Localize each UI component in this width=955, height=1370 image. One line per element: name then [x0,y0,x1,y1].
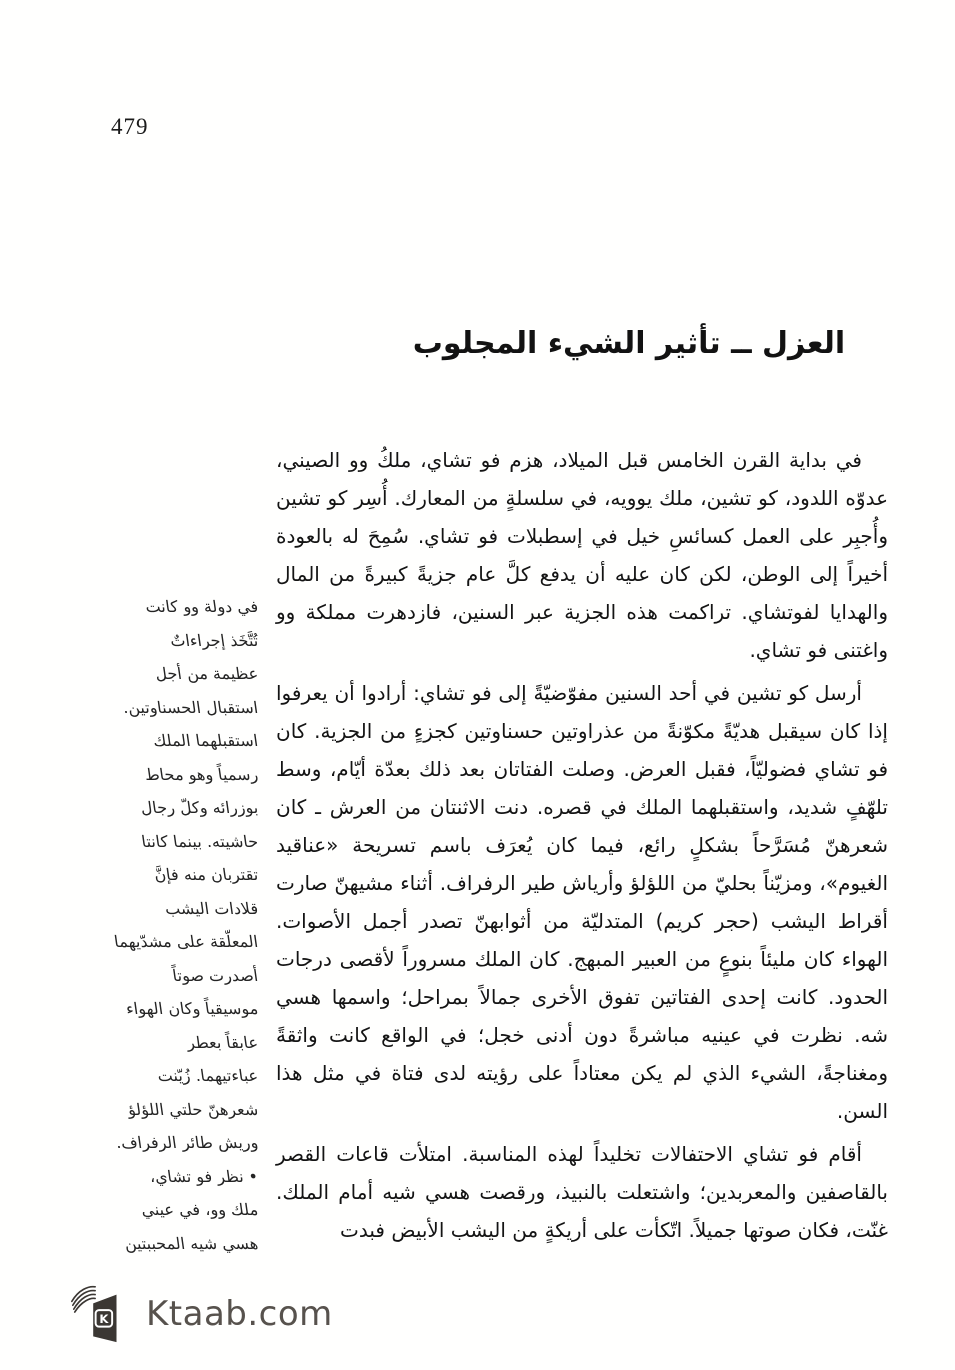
margin-note-line: رسمياً وهو محاط [143,764,260,784]
margin-note-line: • نظر فو تشاي، [148,1166,260,1186]
logo-letter: K [99,1312,109,1327]
page-number: 479 [111,114,149,139]
margin-note-line: وريش طائر الرفراف. [114,1133,260,1152]
margin-note-line: استقبلهما الملك [151,731,260,750]
paragraph: أقام فو تشاي الاحتفالات تخليداً لهذه المناسبة. امتلأت قاعات القصر بالقاصفين والمعربدين؛ واشتعلت بالنبيذ، ورقصت هسي شيه أمام الملك. غنّت، فكان صوتها جميلاً. اتّكأت على أريكةٍ من اليشب الأبيض فبدت [276,1142,888,1242]
margin-note-line: شعرهنّ حلتي اللؤلؤ [126,1099,260,1119]
margin-note-line: حاشيته. بينما كانتا [140,831,260,851]
margin-note-line: تُتَّخَذ إجراءاتٌ [168,630,260,650]
margin-note-line: المعلّقة على مشدّيهما [112,932,260,951]
paragraph: أرسل كو تشين في أحد السنين مفوّضيّةً إلى فو تشاي: أرادوا أن يعرفوا إذا كان سيقبل هديّةً مكوّنةً من عذراوتين حسناوتين كجزءٍ من الجزية. كان فو تشاي فضوليّاً، فقبل العرض. وصلت الفتاتان بعد ذلك بعدّة أيّام، وسط تلهّفٍ شديد، واستقبلهما الملك في قصره. دنت الاثنتان من العرش ـ كان شعرهنّ مُسَرَّحاً بشكلٍ رائع، فيما كان يُعرَف باسم تسريحة «عناقيد الغيوم»، ومزيّناً بحليّ من اللؤلؤ وأرياش طير الرفراف. أثناء مشيهنّ صارت أقراط اليشب (حجر كريم) المتدليّة من أثوابهنّ تصدر أجمل الأصوات. الهواء كان مليئاً بنوعٍ من العبير المبهج. كان الملك مسروراً لأقصى درجات الحدود. كانت إحدى الفتاتين تفوق الأخرى جمالاً بمراحل؛ واسمها هسي شه. نظرت في عينيه مباشرةً دون أدنى خجل؛ في الواقع كانت واثقةً ومغناجةً، الشيء الذي لم يكن معتاداً على رؤيته لدى فتاة في مثل هذا السن. [276,681,888,1123]
margin-note-line: موسيقياً وكان الهواء [124,999,260,1018]
margin-note [88,590,258,1260]
chapter-title: العزل ــ تأثير الشيء المجلوب [412,326,846,361]
paragraph: في بداية القرن الخامس قبل الميلاد، هزم فو تشاي، ملكُ وو الصيني، عدوّه اللدود، كو تشين، ملك يوويه، في سلسلةٍ من المعارك. أُسِر كو تشين وأُجبِر على العمل كسائسِ خيل في إسطبلات فو تشاي. سُمِحَ له بالعودة أخيراً إلى الوطن، لكن كان عليه أن يدفع كلَّ عام جزيةً كبيرةً من المال والهدايا لفوتشاي. تراكمت هذه الجزية عبر السنين، فازدهرت مملكة وو واغتنى فو تشاي. [276,448,888,662]
brand-text: Ktaab.com [146,1294,333,1334]
margin-note-line: استقبال الحسناوتين. [121,697,260,717]
margin-note-line: عابقاً بعطر [185,1032,260,1052]
book-icon [66,1280,134,1348]
margin-note-line: تقتربان منه فإنَّ [152,865,260,884]
margin-note-line: في دولة وو كانت [143,597,260,616]
margin-note-line: بوزرائه وكلّ رجال [139,798,260,817]
margin-note-line: قلادات اليشب [163,898,260,918]
margin-note-line: أصدرت صوتاً [171,965,260,985]
margin-note-line: هسي شيه المحببتين [123,1233,260,1253]
margin-note-line: عباءتيهما. زُيّنت [156,1066,260,1085]
margin-note-line: عظيمة من أجل [153,664,260,683]
body-text [276,441,888,1254]
footer-logo [66,1280,333,1348]
margin-note-line: ملك وو، في عيني [139,1200,260,1219]
